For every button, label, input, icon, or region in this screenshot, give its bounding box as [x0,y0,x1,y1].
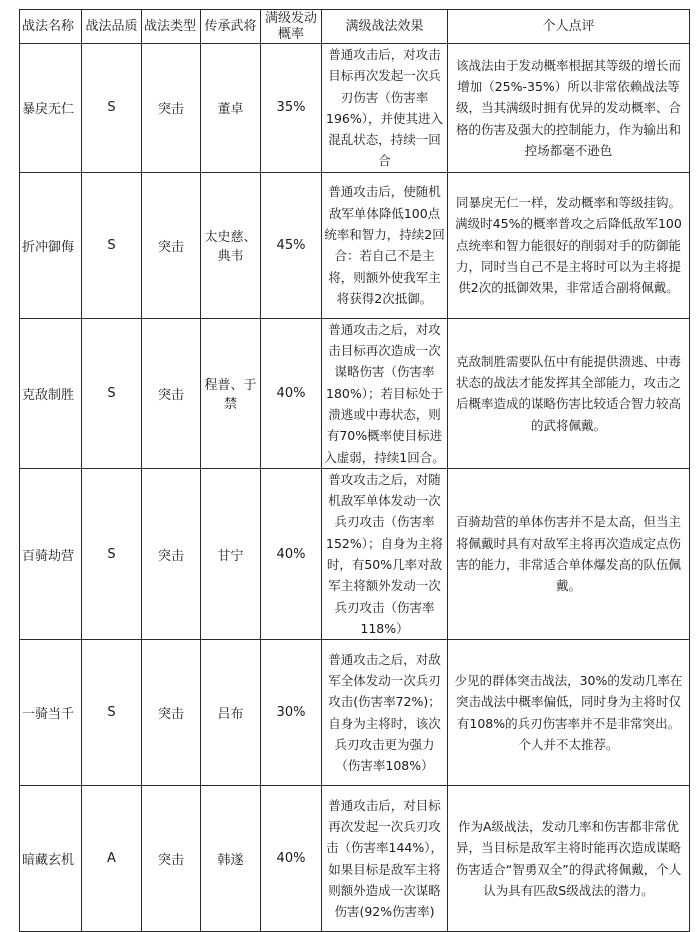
skill-effect: 普通攻击后，使随机敌军单体降低100点统率和智力，持续2回合：若自己不是主将，则额外使我军主将获得2次抵御。 [322,172,448,318]
skill-quality: S [82,172,142,318]
skill-general: 董卓 [201,44,261,173]
table-row [20,786,690,932]
skill-rate: 40% [261,468,322,639]
skill-rate: 35% [261,44,322,173]
skill-effect: 普通攻击之后，对敌军全体发动一次兵刃攻击(伤害率72%)；自身为主将时，该次兵刃攻击更为强力（伤害率108%） [322,640,448,786]
skill-type: 突击 [142,172,201,318]
skill-effect: 普攻攻击之后，对随机敌军单体发动一次兵刃攻击（伤害率152%）；自身为主将时，有50%几率对敌军主将额外发动一次兵刃攻击（伤害率118%） [322,468,448,639]
skill-name: 一骑当千 [20,640,82,786]
header-rate-line1: 满级发动 [264,10,317,26]
skill-review: 该战法由于发动概率根据其等级的增长而增加（25%-35%）所以非常依赖战法等级，当其满级时拥有优异的发动概率、合格的伤害及强大的控制能力，作为输出和控场都毫不逊色 [448,44,690,173]
skill-type: 突击 [142,318,201,468]
header-name: 战法名称 [20,10,82,44]
skill-rate: 40% [261,786,322,932]
skill-quality: S [82,468,142,639]
skill-review: 作为A级战法，发动几率和伤害都非常优异，当目标是敌军主将时能再次造成谋略伤害适合“智勇双全”的得武将佩戴，个人认为具有匹敌S级战法的潜力。 [448,786,690,932]
skill-general: 韩遂 [201,786,261,932]
skill-review: 克敌制胜需要队伍中有能提供溃逃、中毒状态的战法才能发挥其全部能力，攻击之后概率造成的谋略伤害比较适合智力较高的武将佩戴。 [448,318,690,468]
skill-effect: 普通攻击之后，对攻击目标再次造成一次谋略伤害（伤害率180%）；若目标处于溃逃或中毒状态，则有70%概率使目标进入虚弱，持续1回合。 [322,318,448,468]
skill-type: 突击 [142,44,201,173]
skill-general: 吕布 [201,640,261,786]
skill-review: 百骑劫营的单体伤害并不是太高，但当主将佩戴时具有对敌军主将再次造成定点伤害的能力，非常适合单体爆发高的队伍佩戴。 [448,468,690,639]
header-rate [261,10,322,44]
skill-table [19,9,690,932]
header-review: 个人点评 [448,10,690,44]
skill-type: 突击 [142,786,201,932]
header-general: 传承武将 [201,10,261,44]
skill-name: 百骑劫营 [20,468,82,639]
skill-type: 突击 [142,640,201,786]
skill-quality: S [82,44,142,173]
skill-review: 同暴戾无仁一样，发动概率和等级挂钩。满级时45%的概率普攻之后降低敌军100点统率和智力能很好的削弱对手的防御能力，同时当自己不是主将时可以为主将提供2次的抵御效果，非常适合副将佩戴。 [448,172,690,318]
skill-name: 暴戾无仁 [20,44,82,173]
skill-general: 程普、于禁 [201,318,261,468]
skill-quality: A [82,786,142,932]
table-row [20,172,690,318]
skill-review: 少见的群体突击战法，30%的发动几率在突击战法中概率偏低，同时身为主将时仅有108%的兵刃伤害率并不是非常突出。个人并不太推荐。 [448,640,690,786]
skill-general: 甘宁 [201,468,261,639]
skill-rate: 45% [261,172,322,318]
table-row [20,318,690,468]
table-row [20,44,690,173]
header-effect: 满级战法效果 [322,10,448,44]
skill-effect: 普通攻击后，对攻击目标再次发起一次兵刃伤害（伤害率196%），并使其进入混乱状态，持续一回合 [322,44,448,173]
skill-quality: S [82,318,142,468]
skill-type: 突击 [142,468,201,639]
skill-name: 克敌制胜 [20,318,82,468]
header-quality: 战法品质 [82,10,142,44]
skill-name: 折冲御侮 [20,172,82,318]
header-type: 战法类型 [142,10,201,44]
skill-rate: 30% [261,640,322,786]
skill-quality: S [82,640,142,786]
skill-rate: 40% [261,318,322,468]
skill-general: 太史慈、典韦 [201,172,261,318]
table-row [20,640,690,786]
header-rate-line2: 概率 [277,26,304,42]
skill-effect: 普通攻击后，对目标再次发起一次兵刃攻击（伤害率144%），如果目标是敌军主将则额外造成一次谋略伤害(92%伤害率) [322,786,448,932]
table-row [20,468,690,639]
header-row [20,10,690,44]
skill-name: 暗藏玄机 [20,786,82,932]
